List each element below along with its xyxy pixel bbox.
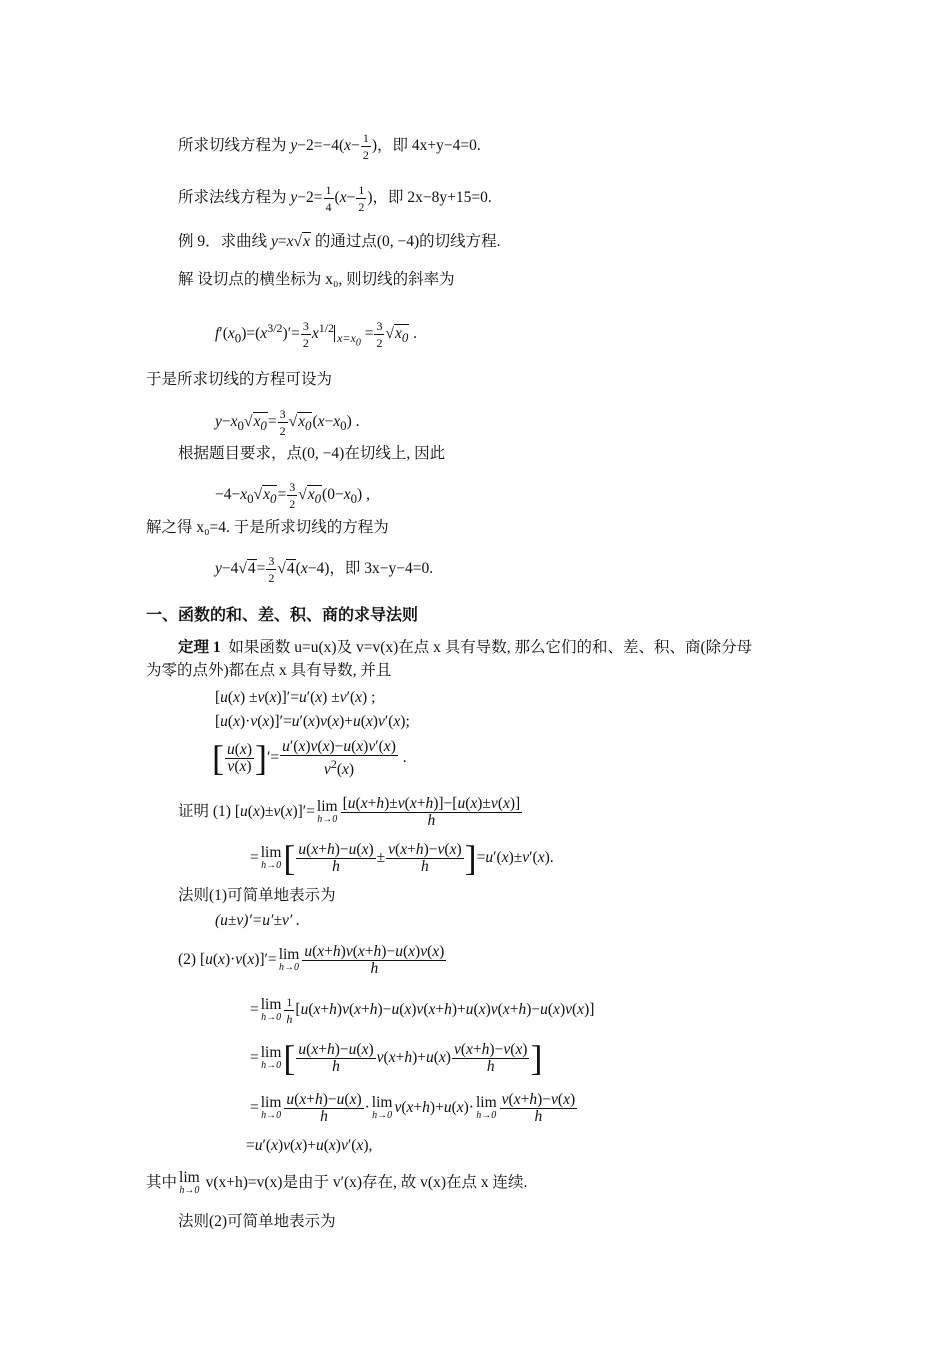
theorem-line-1: 定理 1 如果函数 u=u(x)及 v=v(x)在点 x 具有导数, 那么它们的和、差、积、商(除分母 <box>178 639 753 656</box>
then-line: 于是所求切线的方程可设为 <box>146 371 333 388</box>
rule-product: [u(x)·v(x)]′=u′(x)v(x)+u(x)v′(x); <box>215 713 410 730</box>
tangent-equation-line: 所求切线方程为 y−2=−4(x− $\frac{1}{2}$ )，即 4x+y−4=0. <box>178 131 481 162</box>
proof-2-line-3: = lim h→0 [ $\frac{u(x+h)-u(x)}{h}$ v(x+h)+u(x) $\frac{v(x+h)-v(x)}{h}$ ] <box>250 1038 543 1079</box>
rule-quotient: [ $\frac{u(x)}{v(x)}$ ]′= $\frac{u'(x)v(x)-u(x)v'(x)}{v^2(x)}$ . <box>212 737 407 779</box>
solution-intro: 解 设切点的横坐标为 x₀, 则切线的斜率为 <box>178 271 455 288</box>
proof-1-line-2: = lim h→0 [ $\frac{u(x+h)-u(x)}{h}$ ± $\frac{v(x+h)-v(x)}{h}$ ]=u′(x)±v′(x). <box>250 838 554 879</box>
section-title: 一、函数的和、差、积、商的求导法则 <box>146 605 419 624</box>
proof-2-line-4: = lim h→0 $\frac{u(x+h)-u(x)}{h}$ · lim h→0 v(x+h)+u(x)· lim h→0 $\frac{v(x+h)-v(x)}{h}$ <box>250 1090 576 1125</box>
answer-line: y−4√4= $\frac{3}{2}$ √4(x−4)，即 3x−y−4=0. <box>215 553 434 585</box>
rule-sum: [u(x) ±v(x)]′=u′(x) ±v′(x) ; <box>215 689 376 706</box>
tangent-form: $y-x_0√x_0=$ $\frac{3}{2}$ $√x_0(x-x_0)$ . <box>215 406 360 438</box>
solve-line: 解之得 x₀=4. 于是所求切线的方程为 <box>146 519 389 536</box>
condition-equation: $-4-x_0√x_0=$ $\frac{3}{2}$ $√x_0(0-x_0)$ , <box>215 479 370 511</box>
slope-formula: $f'(x_0)=(x^{3/2})'=$ $\frac{3}{2}$ $x^{1/2}_{x=x_0}$ = $\frac{3}{2}$ $√x_0$ . <box>215 319 418 351</box>
rule1-formula: (u±v)′=u′±v′ . <box>215 912 300 929</box>
continuity-note: 其中 lim h→0 v(x+h)=v(x)是由于 v′(x)存在, 故 v(x)在点 x 连续. <box>146 1169 528 1197</box>
proof-2-line-5: =u′(x)v(x)+u(x)v′(x), <box>246 1137 373 1154</box>
condition-line: 根据题目要求，点(0, −4)在切线上, 因此 <box>178 445 446 462</box>
rule2-note: 法则(2)可简单地表示为 <box>178 1213 336 1230</box>
normal-equation-line: 所求法线方程为 y−2= $\frac{1}{4}$ (x− $\frac{1}{2}$ )，即 2x−8y+15=0. <box>178 183 492 214</box>
example-9: 例 9．求曲线 y=x√x 的通过点(0, −4)的切线方程. <box>178 233 501 250</box>
proof-1-line-1: 证明 (1) [u(x)±v(x)]′= lim h→0 $\frac{[u(x+h)\pm v(x+h)]-[u(x)\pm v(x)]}{h}$ <box>178 794 521 829</box>
rule1-note: 法则(1)可简单地表示为 <box>178 887 336 904</box>
proof-2-line-1: (2) [u(x)·v(x)]′= lim h→0 $\frac{u(x+h)v(x+h)-u(x)v(x)}{h}$ <box>178 942 445 977</box>
theorem-line-2: 为零的点外)都在点 x 具有导数, 并且 <box>146 662 392 679</box>
proof-2-line-2: = lim h→0 $\frac{1}{h}$ [u(x+h)v(x+h)−u(x)v(x+h)+u(x)v(x+h)−u(x)v(x)] <box>250 994 595 1026</box>
text: 所求切线方程为 <box>178 137 287 155</box>
